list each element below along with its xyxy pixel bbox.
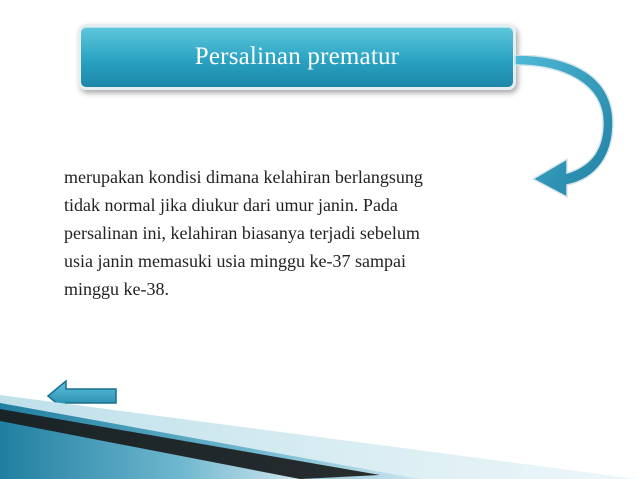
body-line: persalinan ini, kelahiran biasanya terjadi sebelum [64, 223, 420, 243]
footer-decoration [0, 395, 638, 479]
body-line: usia janin memasuki usia minggu ke-37 sampai [64, 251, 406, 271]
slide-title: Persalinan prematur [194, 43, 400, 70]
body-line: minggu ke-38. [64, 279, 169, 299]
title-box [78, 24, 516, 90]
body-line: merupakan kondisi dimana kelahiran berlangsung [64, 167, 423, 187]
body-paragraph [64, 163, 549, 303]
body-line: tidak normal jika diukur dari umur janin. Pada [64, 195, 398, 215]
